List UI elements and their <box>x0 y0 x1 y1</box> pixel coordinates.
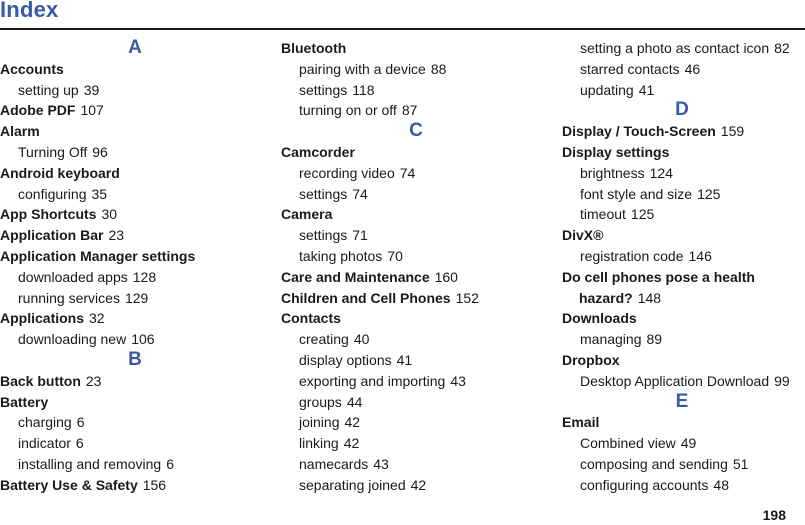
section-letter-c: C <box>409 120 423 142</box>
entry-text: display options <box>299 351 392 368</box>
index-subentry <box>0 184 270 205</box>
entry-text: timeout <box>580 206 626 223</box>
entry-text: Accounts <box>0 60 64 77</box>
entry-text: Dropbox <box>562 351 620 368</box>
entry-text: recording video <box>299 164 395 181</box>
index-column-2 <box>281 38 551 496</box>
entry-text: namecards <box>299 455 369 472</box>
index-entry <box>0 392 270 413</box>
index-subentry <box>562 371 802 392</box>
page-ref[interactable]: 152 <box>455 289 479 306</box>
entry-text: Battery Use & Safety <box>0 476 138 493</box>
page-ref[interactable]: 32 <box>89 310 105 327</box>
entry-text: font style and size <box>580 185 693 202</box>
page-ref[interactable]: 40 <box>353 331 370 348</box>
page-ref[interactable]: 6 <box>76 414 85 431</box>
entry-text: Camera <box>281 206 333 223</box>
index-subentry <box>281 184 551 205</box>
entry-text: groups <box>299 393 342 410</box>
entry-text: setting up <box>18 81 79 98</box>
page-ref[interactable]: 6 <box>75 435 84 452</box>
index-entry <box>0 204 270 225</box>
index-subentry <box>281 350 551 371</box>
index-entry <box>562 350 802 371</box>
entry-text: Back button <box>0 372 81 389</box>
page-ref[interactable]: 96 <box>92 143 108 160</box>
entry-text: starred contacts <box>580 60 680 77</box>
entry-text: downloaded apps <box>18 268 128 285</box>
entry-text: Desktop Application Download <box>580 372 770 389</box>
page-ref[interactable]: 146 <box>688 247 712 264</box>
index-subentry <box>0 329 270 350</box>
page-ref[interactable]: 23 <box>108 227 125 244</box>
title-rule <box>0 28 805 30</box>
index-subentry <box>281 329 551 350</box>
page-number: 198 <box>762 507 786 523</box>
entry-text: brightness <box>580 164 645 181</box>
index-entry <box>562 121 802 142</box>
entry-text: registration code <box>580 247 684 264</box>
entry-text: settings <box>299 81 348 98</box>
page-ref[interactable]: 49 <box>680 435 697 452</box>
index-entry <box>0 163 270 184</box>
index-subentry <box>281 475 551 496</box>
index-subentry <box>562 59 802 80</box>
entry-text: pairing with a device <box>299 60 426 77</box>
entry-text: Adobe PDF <box>0 102 76 119</box>
page-ref[interactable]: 43 <box>373 455 389 472</box>
index-entry <box>281 142 551 163</box>
entry-text: Combined view <box>580 435 676 452</box>
entry-text: Do cell phones pose a health <box>562 268 755 285</box>
entry-text: downloading new <box>18 331 127 348</box>
page-ref[interactable]: 128 <box>132 268 157 285</box>
index-column-3 <box>562 38 802 496</box>
page-ref[interactable]: 35 <box>91 185 108 202</box>
entry-text: charging <box>18 414 72 431</box>
page-ref[interactable]: 42 <box>343 435 360 452</box>
index-subentry <box>281 392 551 413</box>
index-subentry <box>281 59 551 80</box>
index-entry <box>562 412 802 433</box>
entry-text: joining <box>299 414 340 431</box>
page-ref[interactable]: 44 <box>346 393 363 410</box>
entry-text: Applications <box>0 310 85 327</box>
entry-text: Care and Maintenance <box>281 268 430 285</box>
index-entry <box>281 204 551 225</box>
entry-text: Application Manager settings <box>0 247 196 264</box>
index-subentry <box>562 80 802 101</box>
entry-text: updating <box>580 81 634 98</box>
index-subentry <box>281 371 551 392</box>
index-subentry <box>0 433 270 454</box>
entry-text: Contacts <box>281 310 341 327</box>
entry-text: Alarm <box>0 123 40 140</box>
index-entry <box>0 121 270 142</box>
index-entry <box>0 371 270 392</box>
entry-text: Display settings <box>562 143 670 160</box>
index-entry <box>0 225 270 246</box>
index-subentry <box>0 142 270 163</box>
index-subentry <box>562 475 802 496</box>
page-ref[interactable]: 118 <box>352 81 375 98</box>
index-subentry <box>0 80 270 101</box>
index-entry-continued <box>562 288 802 309</box>
index-entry <box>281 267 551 288</box>
page-ref[interactable]: 148 <box>637 289 662 306</box>
index-subentry <box>0 454 270 475</box>
page-ref[interactable]: 88 <box>430 60 447 77</box>
index-subentry <box>562 433 802 454</box>
index-subentry <box>0 267 270 288</box>
index-entry <box>562 267 802 288</box>
index-entry <box>281 308 551 329</box>
section-letter-a: A <box>128 37 142 58</box>
page-ref[interactable]: 51 <box>732 455 749 472</box>
page-ref[interactable]: 30 <box>101 206 118 223</box>
page-ref[interactable]: 99 <box>774 372 790 389</box>
page-ref[interactable]: 82 <box>774 40 790 56</box>
index-subentry <box>281 246 551 267</box>
entry-text: hazard? <box>579 289 633 306</box>
entry-text: configuring <box>18 185 87 202</box>
entry-text: taking photos <box>299 247 383 264</box>
entry-text: Battery <box>0 393 49 410</box>
page-ref[interactable]: 71 <box>352 227 368 244</box>
entry-text: App Shortcuts <box>0 206 97 223</box>
index-subentry <box>281 433 551 454</box>
index-subentry <box>0 288 270 309</box>
index-subentry <box>562 184 802 205</box>
page-ref[interactable]: 89 <box>646 331 663 348</box>
section-letter-b: B <box>128 348 142 370</box>
entry-text: separating joined <box>299 476 406 493</box>
entry-text: running services <box>18 289 120 306</box>
page-ref[interactable]: 39 <box>83 81 100 98</box>
entry-text: setting a photo as contact icon <box>580 40 770 56</box>
page-ref[interactable]: 74 <box>352 185 368 202</box>
entry-text: Camcorder <box>281 143 355 160</box>
index-subentry <box>281 100 551 121</box>
page-ref[interactable]: 42 <box>410 476 427 493</box>
entry-text: installing and removing <box>18 455 162 472</box>
page-title: Index <box>0 0 59 22</box>
entry-text: Downloads <box>562 310 637 327</box>
index-subentry <box>562 454 802 475</box>
page-ref[interactable]: 156 <box>142 476 167 493</box>
page-ref[interactable]: 41 <box>638 81 655 98</box>
page-ref[interactable]: 159 <box>720 123 745 140</box>
section-letter-e: E <box>675 390 689 412</box>
entry-text: settings <box>299 227 348 244</box>
page-ref[interactable]: 87 <box>401 102 418 119</box>
page-ref[interactable]: 42 <box>344 414 361 431</box>
entry-text: creating <box>299 331 349 348</box>
index-subentry <box>281 225 551 246</box>
page-ref[interactable]: 23 <box>85 372 102 389</box>
page-ref[interactable]: 106 <box>131 331 155 348</box>
index-subentry <box>562 163 802 184</box>
section-letter-d: D <box>675 99 689 121</box>
index-subentry <box>562 204 802 225</box>
page-ref[interactable]: 46 <box>684 60 701 77</box>
index-entry <box>0 308 270 329</box>
page-ref[interactable]: 160 <box>434 268 458 285</box>
index-subentry <box>562 246 802 267</box>
index-subentry <box>281 80 551 101</box>
index-entry <box>562 225 802 246</box>
index-entry <box>0 475 270 496</box>
entry-text: Android keyboard <box>0 164 120 181</box>
entry-text: DivX® <box>562 227 604 244</box>
entry-text: composing and sending <box>580 455 728 472</box>
index-subentry <box>0 412 270 433</box>
index-entry <box>0 100 270 121</box>
page-ref[interactable]: 41 <box>396 351 413 368</box>
entry-text: Application Bar <box>0 227 104 244</box>
entry-text: Children and Cell Phones <box>281 289 451 306</box>
index-entry <box>0 246 270 267</box>
entry-text: exporting and importing <box>299 372 446 389</box>
index-subentry <box>281 454 551 475</box>
index-entry <box>562 308 802 329</box>
index-entry <box>562 142 802 163</box>
entry-text: managing <box>580 331 642 348</box>
entry-text: settings <box>299 185 348 202</box>
entry-text: Display / Touch-Screen <box>562 123 716 140</box>
index-subentry <box>562 329 802 350</box>
page-ref[interactable]: 74 <box>399 164 416 181</box>
entry-text: turning on or off <box>299 102 397 119</box>
page-ref[interactable]: 70 <box>387 247 403 264</box>
page-ref[interactable]: 125 <box>697 185 721 202</box>
entry-text: linking <box>299 435 339 452</box>
entry-text: Turning Off <box>18 143 88 160</box>
page-ref[interactable]: 43 <box>450 372 466 389</box>
page-ref[interactable]: 6 <box>166 455 174 472</box>
page-ref[interactable]: 124 <box>649 164 673 181</box>
index-subentry <box>281 163 551 184</box>
page-ref[interactable]: 125 <box>630 206 655 223</box>
entry-text: configuring accounts <box>580 476 709 493</box>
index-entry <box>281 288 551 309</box>
entry-text: Bluetooth <box>281 40 347 56</box>
index-entry <box>0 59 270 80</box>
index-subentry <box>281 412 551 433</box>
entry-text: indicator <box>18 435 71 452</box>
page-ref[interactable]: 48 <box>713 476 729 493</box>
index-subentry <box>562 38 802 59</box>
entry-text: Email <box>562 414 600 431</box>
index-entry <box>281 38 551 59</box>
page-ref[interactable]: 129 <box>124 289 149 306</box>
index-column-1 <box>0 38 270 496</box>
page-ref[interactable]: 107 <box>80 102 104 119</box>
